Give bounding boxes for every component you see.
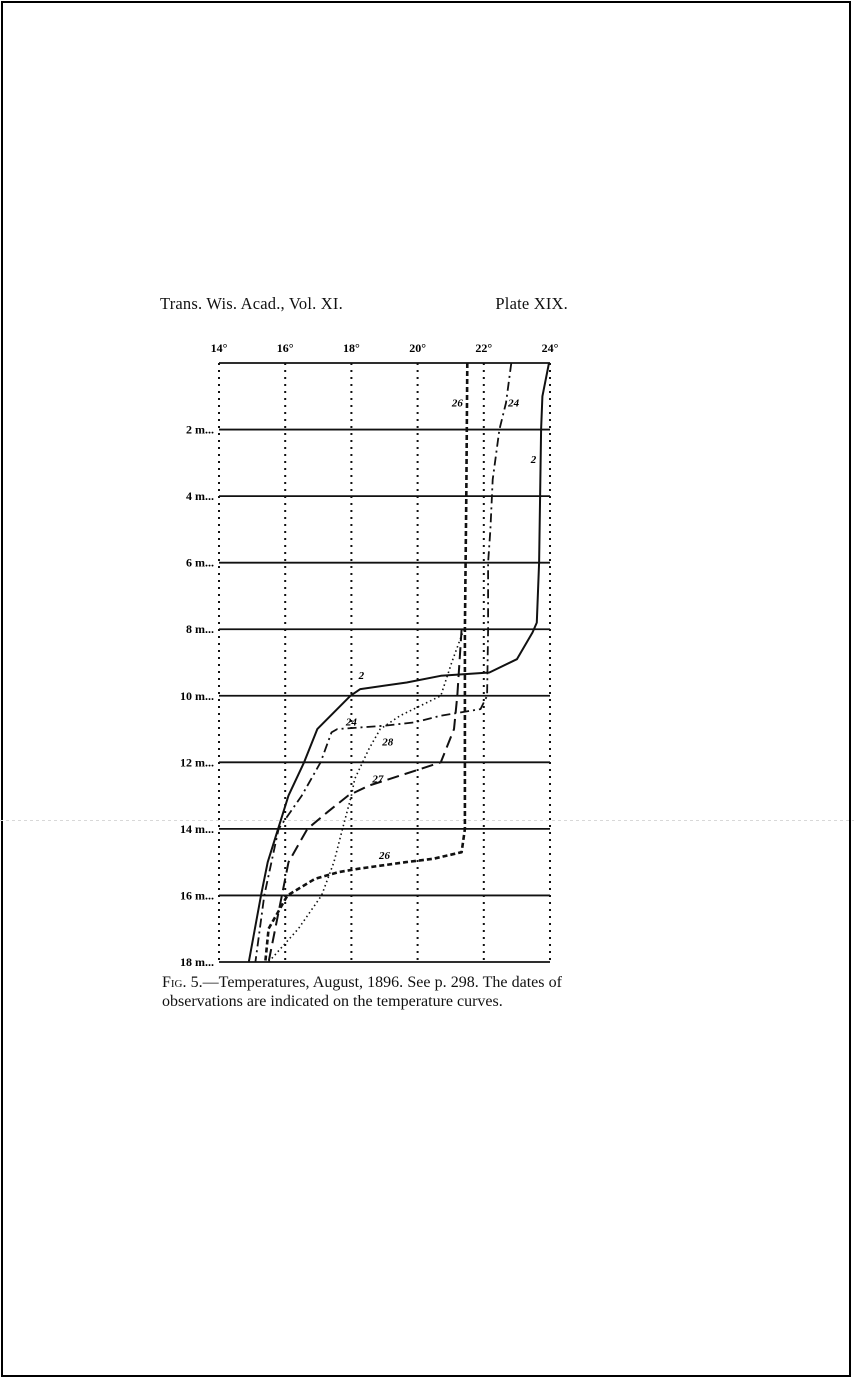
y-tick-label: 10 m... [180, 688, 214, 703]
series-label-24: 24 [508, 397, 520, 410]
series-label-26: 26 [451, 397, 463, 410]
y-tick-label: 14 m... [180, 821, 214, 836]
y-tick-label: 4 m... [186, 489, 214, 504]
y-tick-label: 2 m... [186, 422, 214, 437]
series-label-2: 2 [530, 453, 537, 466]
series-line-2 [249, 363, 549, 962]
y-tick-label: 16 m... [180, 888, 214, 903]
series-label-27: 27 [372, 773, 384, 786]
caption-text: —Temperatures, August, 1896. See p. 298. The dates of observations are indicated on the temperature curves. [162, 974, 562, 1010]
series-label-26: 26 [379, 849, 390, 862]
x-tick-label: 18° [342, 341, 360, 355]
y-tick-label: 12 m... [180, 755, 214, 770]
series-line-27 [269, 629, 462, 962]
figure-label: Fig. 5. [162, 974, 203, 991]
x-tick-label: 14° [210, 341, 228, 355]
figure-caption [162, 973, 562, 1011]
y-tick-label: 18 m... [180, 955, 214, 969]
series-line-24 [255, 363, 511, 962]
series-label-28: 28 [382, 736, 394, 749]
series-label-24: 24 [345, 716, 357, 729]
y-tick-label: 8 m... [186, 622, 214, 637]
series-line-28 [269, 629, 464, 962]
x-tick-label: 24° [541, 341, 559, 355]
x-tick-label: 20° [409, 341, 427, 355]
y-tick-label: 6 m... [186, 555, 214, 570]
journal-reference: Trans. Wis. Acad., Vol. XI. [160, 294, 343, 313]
plate-number: Plate XIX. [495, 294, 568, 313]
series-label-2: 2 [358, 670, 365, 683]
x-tick-label: 22° [475, 341, 493, 355]
series-line-26 [265, 363, 467, 962]
x-tick-label: 16° [276, 341, 294, 355]
